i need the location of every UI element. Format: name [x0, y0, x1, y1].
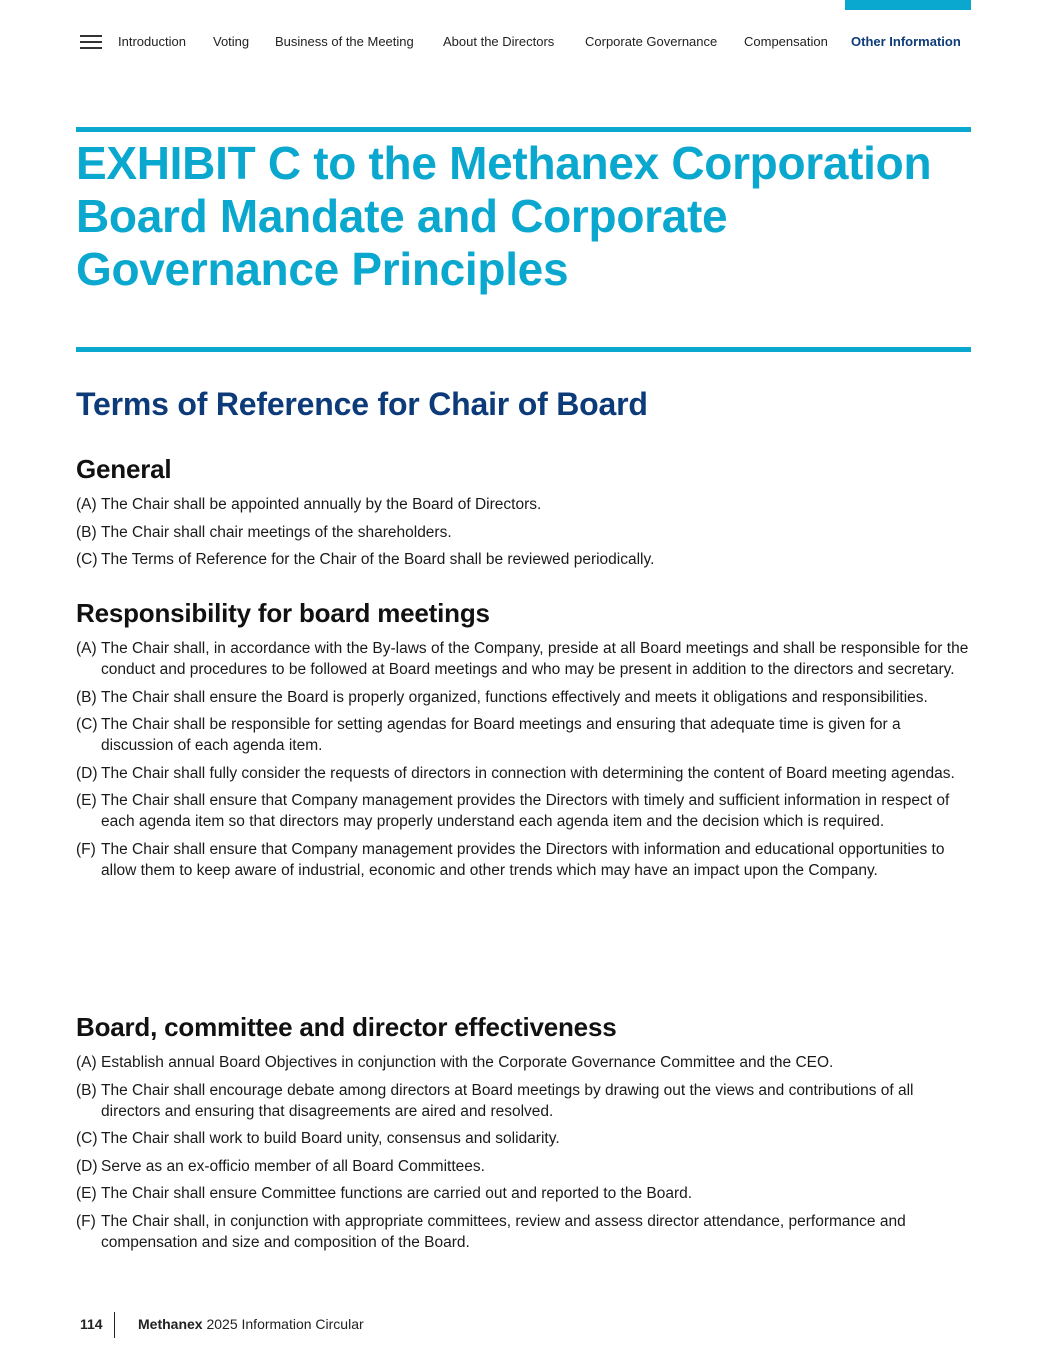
list-item: (F) The Chair shall ensure that Company management provides the Directors with information and educational opportunities to allow them to keep aware of industrial, economic and other trends which may have an impact upon the Company.	[76, 840, 945, 879]
list-item: (A) The Chair shall, in accordance with the By-laws of the Company, preside at all Board meetings and shall be responsible for the conduct and procedures to be followed at Board meetings and who may be present in addition to the directors and secretary.	[76, 640, 969, 678]
list-item: (C) The Chair shall be responsible for setting agendas for Board meetings and ensuring that adequate time is given for a discussion of each agenda item.	[76, 716, 901, 754]
exhibit-title: EXHIBIT C to the Methanex Corporation Board Mandate and Corporate Governance Principles	[76, 137, 932, 295]
board-meetings-list	[76, 638, 976, 881]
list-item: (A) Establish annual Board Objectives in conjunction with the Corporate Governance Committee and the CEO.	[76, 1054, 834, 1071]
footer-document: 2025 Information Circular	[206, 1316, 364, 1332]
title-top-rule	[76, 127, 971, 132]
footer-divider	[114, 1312, 115, 1338]
board-meetings-section	[76, 596, 976, 887]
general-section	[76, 452, 976, 577]
general-heading: General	[76, 454, 172, 484]
nav-item-business-of-the-meeting[interactable]: Business of the Meeting	[275, 34, 414, 49]
board-meetings-heading: Responsibility for board meetings	[76, 598, 490, 628]
nav-item-corporate-governance[interactable]: Corporate Governance	[585, 34, 718, 49]
list-item: (E) The Chair shall ensure that Company management provides the Directors with timely and sufficient information in respect of each agenda item so that directors may properly understand each agenda item and the decision which is required.	[76, 792, 950, 830]
list-item: (B) The Chair shall ensure the Board is properly organized, functions effectively and meets it obligations and responsibilities.	[76, 688, 928, 706]
footer-brand: Methanex	[138, 1316, 203, 1332]
list-item: (B) The Chair shall encourage debate among directors at Board meetings by drawing out the views and contributions of all directors and ensuring that disagreements are aired and resolved.	[76, 1081, 914, 1120]
section-title: Terms of Reference for Chair of Board	[76, 386, 648, 422]
list-item: (D) Serve as an ex-officio member of all Board Committees.	[76, 1157, 485, 1175]
list-item: (C) The Terms of Reference for the Chair of the Board shall be reviewed periodically.	[76, 551, 655, 568]
effectiveness-section	[76, 1010, 976, 1259]
list-item: (D) The Chair shall fully consider the requests of directors in connection with determining the content of Board meeting agendas.	[76, 764, 955, 782]
effectiveness-list	[76, 1052, 976, 1253]
nav-item-other-information[interactable]: Other Information	[851, 34, 961, 49]
general-list	[76, 494, 976, 570]
nav-item-about-the-directors[interactable]: About the Directors	[443, 34, 555, 49]
list-item: (E) The Chair shall ensure Committee functions are carried out and reported to the Board.	[76, 1185, 693, 1202]
hamburger-menu-icon[interactable]	[80, 35, 102, 49]
nav-item-compensation[interactable]: Compensation	[744, 34, 828, 49]
effectiveness-heading: Board, committee and director effectiveness	[76, 1012, 617, 1042]
footer-document-title	[138, 1316, 364, 1332]
list-item: (C) The Chair shall work to build Board unity, consensus and solidarity.	[76, 1130, 560, 1147]
top-accent-bar	[845, 0, 971, 10]
top-navigation	[80, 30, 972, 52]
list-item: (F) The Chair shall, in conjunction with appropriate committees, review and assess director attendance, performance and compensation and size and composition of the Board.	[76, 1212, 906, 1251]
page-number: 114	[80, 1316, 103, 1332]
nav-item-voting[interactable]: Voting	[213, 34, 250, 49]
title-bottom-rule	[76, 347, 971, 352]
list-item: (B) The Chair shall chair meetings of the shareholders.	[76, 523, 452, 541]
list-item: (A) The Chair shall be appointed annually by the Board of Directors.	[76, 496, 542, 513]
nav-item-introduction[interactable]: Introduction	[118, 34, 186, 49]
